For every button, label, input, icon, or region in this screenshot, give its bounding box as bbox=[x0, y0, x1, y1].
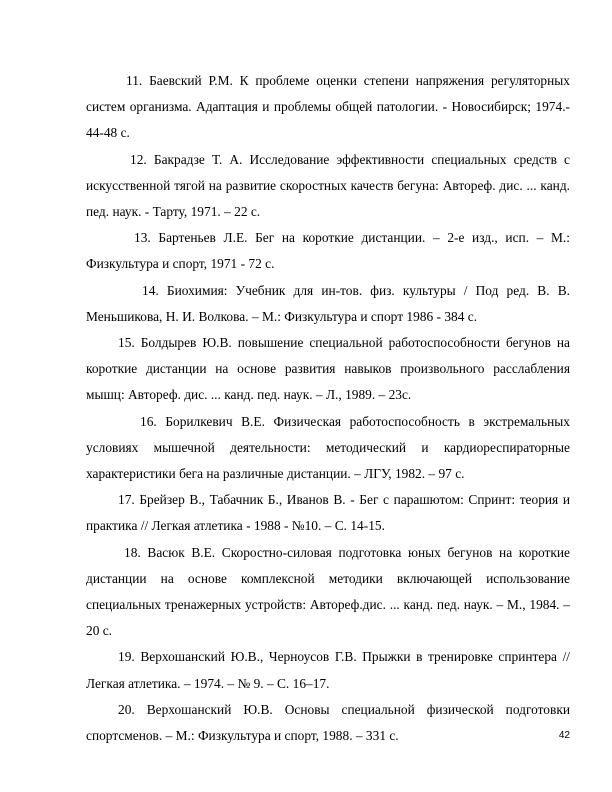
reference-item bbox=[86, 225, 570, 277]
reference-number: 19. bbox=[118, 649, 135, 665]
reference-text: Борилкевич В.Е. Физическая работоспособность в экстремальных условиях мышечной деятельности: методический и кардиореспираторные характеристики бега на различные дистанции. – ЛГУ, 1982. – 97 с. bbox=[86, 413, 570, 482]
reference-text: Бакрадзе Т. А. Исследование эффективности специальных средств с искусственной тягой на развитие скоростных качеств бегуна: Автореф. дис. ... канд. пед. наук. - Тарту, 1971. – 22 с. bbox=[86, 151, 570, 220]
reference-number: 17. bbox=[118, 492, 135, 508]
reference-list bbox=[86, 68, 570, 749]
reference-text: Баевский Р.М. К проблеме оценки степени напряжения регуляторных систем организма. Адаптация и проблемы общей патологии. - Новосибирск; 1974.- 44-48 с. bbox=[86, 73, 570, 141]
reference-number: 16. bbox=[140, 413, 157, 429]
reference-number: 12. bbox=[130, 151, 147, 167]
reference-number: 11. bbox=[126, 73, 143, 88]
reference-item bbox=[86, 409, 570, 488]
reference-number: 14. bbox=[142, 282, 159, 298]
reference-text: Биохимия: Учебник для ин-тов. физ. культуры / Под ред. В. В. Меньшикова, Н. И. Волкова. – М.: Физкультура и спорт 1986 - 384 с. bbox=[86, 282, 570, 324]
reference-number: 13. bbox=[134, 230, 151, 246]
page-number: 42 bbox=[558, 730, 570, 741]
reference-item bbox=[86, 278, 570, 330]
reference-text: Болдырев Ю.В. повышение специальной работоспособности бегунов на короткие дистанции на основе развития навыков произвольного расслабления мышц: Автореф. дис. ... канд. пед. наук. – Л., 1989. – 23с. bbox=[86, 335, 570, 403]
reference-text: Брейзер В., Табачник Б., Иванов В. - Бег с парашютом: Спринт: теория и практика // Легкая атлетика - 1988 - №10. – С. 14-15. bbox=[86, 492, 570, 534]
reference-item bbox=[86, 147, 570, 226]
reference-item bbox=[86, 487, 570, 539]
reference-item bbox=[86, 697, 570, 749]
reference-text: Верхошанский Ю.В., Черноусов Г.В. Прыжки в тренировке спринтера // Легкая атлетика. – 1974. – № 9. – С. 16–17. bbox=[86, 649, 571, 691]
reference-number: 18. bbox=[124, 544, 141, 560]
reference-text: Бартеньев Л.Е. Бег на короткие дистанции. – 2-е изд., исп. – М.: Физкультура и спорт, 1971 - 72 с. bbox=[86, 230, 570, 272]
reference-number: 20. bbox=[118, 701, 135, 717]
reference-item bbox=[86, 68, 570, 147]
reference-number: 15. bbox=[118, 335, 135, 351]
reference-text: Верхошанский Ю.В. Основы специальной физической подготовки спортсменов. – М.: Физкультура и спорт, 1988. – 331 с. bbox=[86, 701, 570, 744]
reference-item bbox=[86, 644, 570, 696]
reference-item bbox=[86, 330, 570, 409]
reference-text: Васюк В.Е. Скоростно-силовая подготовка юных бегунов на короткие дистанции на основе комплексной методики включающей использование специальных тренажерных устройств: Автореф.дис. ... канд. пед. наук. – М., 1984. – 20 с. bbox=[86, 544, 570, 639]
reference-item bbox=[86, 540, 570, 645]
